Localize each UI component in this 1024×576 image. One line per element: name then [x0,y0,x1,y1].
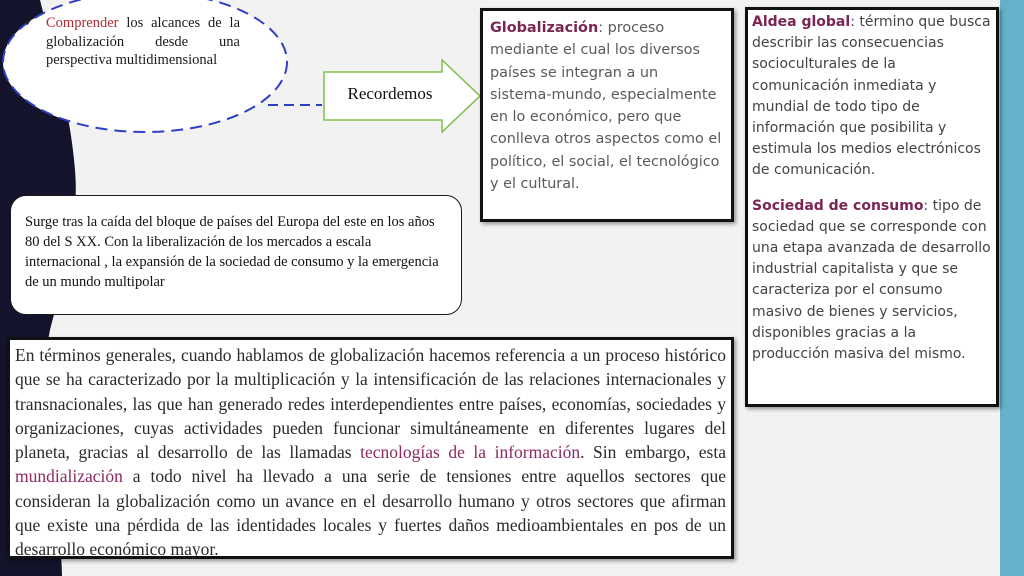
sociedad-consumo-term: Sociedad de consumo [752,197,924,214]
aldea-global-term: Aldea global [752,14,851,30]
aldea-global-definition [752,12,992,182]
main-text-part2: . Sin embargo, esta [580,442,726,463]
objective-accent: Comprender [46,15,119,31]
globalizacion-definition: : proceso mediante el cual los diversos países se integran a un sistema-mundo, especialmente en lo económico, pero que conlleva otros aspectos como el político, el social, el tecnológico y el cultural. [490,20,722,193]
globalizacion-term: Globalización [490,20,599,36]
definitions-card [745,7,999,407]
arrow-label: Recordemos [347,84,433,103]
main-text-block [7,337,734,559]
sociedad-consumo-text: : tipo de sociedad que se corresponde con una etapa avanzada de desarrollo industrial capitalista y que se caracteriza por el consumo masivo de bienes y servicios, disponibles gracias a la producción masiva del mismo. [752,197,991,363]
main-text-part3: a todo nivel ha llevado a una serie de tensiones entre aquellos sectores que consideran la globalización como un avance en el desarrollo humano y otros sectores que afirman que existe una pérdida de las identidades locales y fuertes daños medioambientales en pos de un desarrollo económico mayor. [15,466,726,560]
main-text-highlight-mundializacion: mundialización [15,466,123,487]
objective-rest: los alcances de la globalización desde una perspectiva multidimensional [46,15,240,68]
checkmark-icon: ✓ [24,15,35,30]
accent-stripe [1000,0,1024,576]
context-callout [10,195,462,315]
callout-text: Surge tras la caída del bloque de países del Europa del este en los años 80 del S XX. Con la liberalización de los mercados a escala internacional , la expansión de la sociedad de consumo y la emergencia de un mundo multipolar [25,214,439,290]
aldea-global-text: : término que busca describir las consecuencias socioculturales de la comunicación inmediata y mundial de todo tipo de información que posibilita y estimula los medios electrónicos de comunicación. [752,14,991,179]
globalizacion-card [480,8,734,222]
sociedad-consumo-definition [752,196,992,366]
objective-text [24,14,240,70]
main-text-part1: En términos generales, cuando hablamos de globalización hacemos referencia a un proceso histórico que se ha caracterizado por la multiplicación y la intensificación de las relaciones internacionales y transnacionales, las que han generado redes interdependientes entre países, economías, sociedades y organizaciones, cuyas actividades pueden funcionar simultáneamente en diferentes lugares del planeta, gracias al desarrollo de las llamadas [15,345,726,463]
main-text-highlight-tecnologias: tecnologías de la información [360,442,581,463]
